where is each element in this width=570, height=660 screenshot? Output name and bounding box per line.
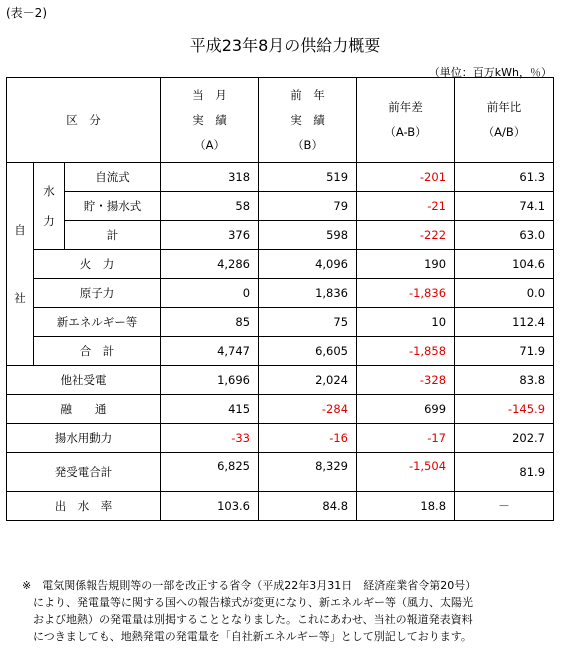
header-diff: 前年差 （A-B） — [357, 78, 455, 163]
hydro-label: 水 力 — [34, 163, 65, 250]
row-label: 発受電合計 — [7, 453, 161, 492]
header-previous: 前 年 実 績 （B） — [259, 78, 357, 163]
table-row: 融 通 415 -284 699 -145.9 — [7, 395, 554, 424]
row-label: 計 — [65, 221, 161, 250]
row-label: 合 計 — [34, 337, 161, 366]
table-row: 計 376 598 -222 63.0 — [7, 221, 554, 250]
table-row: 自 社 水 力 自流式 318 519 -201 61.3 — [7, 163, 554, 192]
table-row: 火 力 4,286 4,096 190 104.6 — [7, 250, 554, 279]
table-row: 合 計 4,747 6,605 -1,858 71.9 — [7, 337, 554, 366]
row-label: 自流式 — [65, 163, 161, 192]
table-row: 揚水用動力 -33 -16 -17 202.7 — [7, 424, 554, 453]
table-header-row — [7, 78, 554, 163]
self-company-label: 自 社 — [7, 163, 34, 366]
table-row: 他社受電 1,696 2,024 -328 83.8 — [7, 366, 554, 395]
row-label: 新エネルギー等 — [34, 308, 161, 337]
header-ratio: 前年比 （A/B） — [455, 78, 554, 163]
table-row: 発受電合計 6,825 8,329 -1,504 81.9 — [7, 453, 554, 492]
table-row: 新エネルギー等 85 75 10 112.4 — [7, 308, 554, 337]
footnote: ※ 電気関係報告規則等の一部を改正する省令（平成22年3月31日 経済産業省令第20号） により、発電量等に関する国への報告様式が変更になり、新エネルギー等（風力、太陽光 および地熱）の発電量は別掲することとなりました。これにあわせ、当社の報道発表資料 につきましても、地熱発電の発電量を「自社新エネルギー等」として別記しております。 — [22, 579, 477, 643]
row-label: 火 力 — [34, 250, 161, 279]
row-label: 出 水 率 — [7, 492, 161, 521]
row-label: 他社受電 — [7, 366, 161, 395]
supply-table — [6, 77, 554, 521]
row-label: 揚水用動力 — [7, 424, 161, 453]
table-row: 出 水 率 103.6 84.8 18.8 － — [7, 492, 554, 521]
page-title: 平成23年8月の供給力概要 — [189, 36, 381, 55]
table-row: 貯・揚水式 58 79 -21 74.1 — [7, 192, 554, 221]
row-label: 貯・揚水式 — [65, 192, 161, 221]
header-current: 当 月 実 績 （A） — [161, 78, 259, 163]
table-row: 原子力 0 1,836 -1,836 0.0 — [7, 279, 554, 308]
header-category: 区 分 — [7, 78, 161, 163]
row-label: 融 通 — [7, 395, 161, 424]
table-label: (表－2) — [6, 6, 47, 20]
row-label: 原子力 — [34, 279, 161, 308]
unit-note: （単位：百万kWh，％） — [428, 66, 552, 79]
